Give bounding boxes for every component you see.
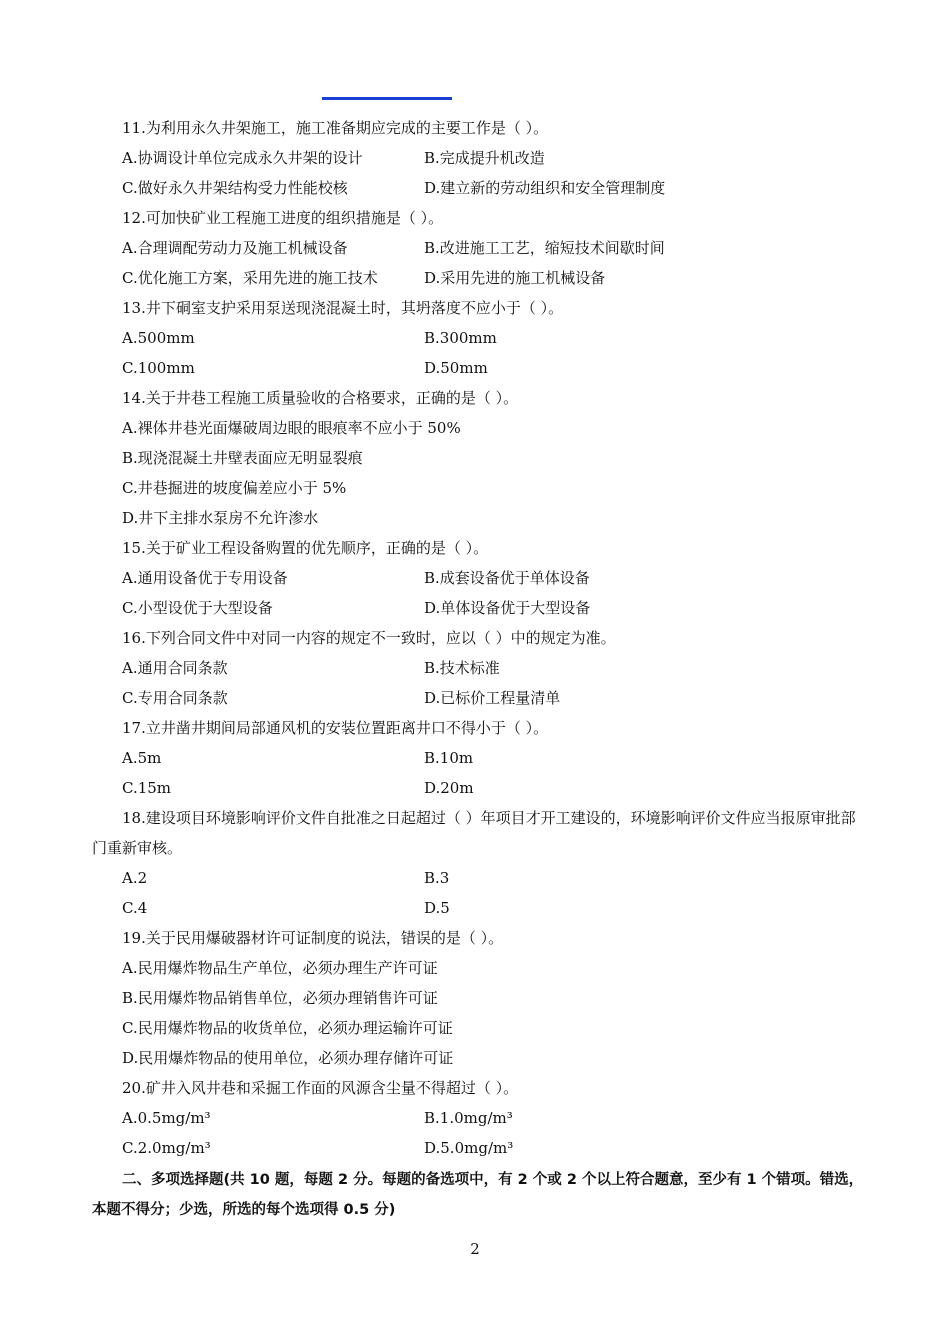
question-block: [92, 533, 867, 623]
option-row: [122, 143, 867, 173]
option-item: C.4: [122, 899, 148, 917]
question-block: [92, 803, 867, 923]
option-row: [122, 1103, 867, 1133]
option-item: B.3: [424, 869, 450, 887]
option-item: B.300mm: [424, 329, 497, 347]
option-item: D.民用爆炸物品的使用单位，必须办理存储许可证: [122, 1049, 454, 1067]
question-stem: 12.可加快矿业工程施工进度的组织措施是（ ）。: [122, 209, 444, 227]
option-item: A.通用设备优于专用设备: [122, 569, 288, 587]
option-item: A.合理调配劳动力及施工机械设备: [122, 239, 348, 257]
option-item: C.小型设优于大型设备: [122, 599, 273, 617]
option-item: A.500mm: [122, 329, 195, 347]
option-group: [92, 143, 867, 203]
option-item: D.5: [424, 899, 450, 917]
header-accent-line: [322, 97, 452, 100]
option-row: [122, 323, 867, 353]
option-item: A.5m: [122, 749, 162, 767]
section-heading: 二、多项选择题(共 10 题，每题 2 分。每题的备选项中，有 2 个或 2 个以上符合题意，至少有 1 个错项。错选，本题不得分；少选，所选的每个选项得 0.5 分): [92, 1172, 864, 1218]
option-item: B.完成提升机改造: [424, 149, 545, 167]
page-number: 2: [470, 1240, 480, 1258]
option-item: D.单体设备优于大型设备: [424, 599, 591, 617]
option-row: [122, 263, 867, 293]
question-block: [92, 293, 867, 383]
option-group: [92, 863, 867, 923]
option-item: D.采用先进的施工机械设备: [424, 269, 606, 287]
question-stem: 13.井下硐室支护采用泵送现浇混凝土时，其坍落度不应小于（ ）。: [122, 299, 564, 317]
option-item: D.5.0mg/m³: [424, 1139, 514, 1157]
option-item: B.技术标准: [424, 659, 500, 677]
option-group: [92, 233, 867, 293]
option-row: [122, 683, 867, 713]
option-row: [122, 773, 867, 803]
option-row: [122, 353, 867, 383]
option-item: B.1.0mg/m³: [424, 1109, 513, 1127]
option-row: [122, 893, 867, 923]
option-item: C.优化施工方案，采用先进的施工技术: [122, 269, 378, 287]
question-stem: 15.关于矿业工程设备购置的优先顺序，正确的是（ ）。: [122, 539, 489, 557]
option-row: [122, 233, 867, 263]
question-block: [92, 383, 867, 533]
question-stem: 17.立井凿井期间局部通风机的安装位置距离井口不得小于（ ）。: [122, 719, 549, 737]
option-item: C.100mm: [122, 359, 195, 377]
option-group: [92, 413, 867, 533]
option-item: A.通用合同条款: [122, 659, 228, 677]
option-item: D.已标价工程量清单: [424, 689, 561, 707]
option-group: [92, 953, 867, 1073]
question-block: [92, 923, 867, 1073]
question-stem: 20.矿井入风井巷和采掘工作面的风源含尘量不得超过（ ）。: [122, 1079, 519, 1097]
option-item: C.专用合同条款: [122, 689, 228, 707]
option-item: B.成套设备优于单体设备: [424, 569, 590, 587]
option-row: [122, 1133, 867, 1163]
question-block: [92, 1073, 867, 1163]
option-item: B.现浇混凝土井壁表面应无明显裂痕: [122, 449, 363, 467]
question-block: [92, 113, 867, 203]
option-item: A.2: [122, 869, 148, 887]
option-row: [122, 653, 867, 683]
option-item: A.民用爆炸物品生产单位，必须办理生产许可证: [122, 959, 438, 977]
option-item: A.裸体井巷光面爆破周边眼的眼痕率不应小于 50%: [122, 419, 461, 437]
option-item: B.改进施工工艺，缩短技术间歇时间: [424, 239, 665, 257]
option-item: C.15m: [122, 779, 172, 797]
question-block: [92, 203, 867, 293]
option-item: C.井巷掘进的坡度偏差应小于 5%: [122, 479, 347, 497]
option-item: C.民用爆炸物品的收货单位，必须办理运输许可证: [122, 1019, 453, 1037]
question-block: [92, 623, 867, 713]
question-stem: 14.关于井巷工程施工质量验收的合格要求，正确的是（ ）。: [122, 389, 519, 407]
option-group: [92, 743, 867, 803]
option-item: D.20m: [424, 779, 474, 797]
option-group: [92, 653, 867, 713]
option-item: A.协调设计单位完成永久井架的设计: [122, 149, 363, 167]
option-item: D.井下主排水泵房不允许渗水: [122, 509, 319, 527]
question-list: [92, 113, 867, 1225]
option-group: [92, 1103, 867, 1163]
option-item: B.民用爆炸物品销售单位，必须办理销售许可证: [122, 989, 438, 1007]
option-row: [122, 173, 867, 203]
option-group: [92, 563, 867, 623]
option-item: B.10m: [424, 749, 474, 767]
option-row: [122, 743, 867, 773]
option-row: [122, 593, 867, 623]
question-stem: 16.下列合同文件中对同一内容的规定不一致时，应以（ ）中的规定为准。: [122, 629, 616, 647]
option-row: [122, 563, 867, 593]
question-stem: 19.关于民用爆破器材许可证制度的说法，错误的是（ ）。: [122, 929, 504, 947]
option-group: [92, 323, 867, 383]
question-block: [92, 713, 867, 803]
question-stem: 18.建设项目环境影响评价文件自批准之日起超过（ ）年项目才开工建设的，环境影响评价文件应当报原审批部门重新审核。: [92, 809, 856, 857]
option-item: C.2.0mg/m³: [122, 1139, 211, 1157]
option-row: [122, 863, 867, 893]
question-stem: 11.为利用永久井架施工，施工准备期应完成的主要工作是（ ）。: [122, 119, 549, 137]
option-item: A.0.5mg/m³: [122, 1109, 211, 1127]
option-item: C.做好永久井架结构受力性能校核: [122, 179, 348, 197]
option-item: D.建立新的劳动组织和安全管理制度: [424, 179, 666, 197]
option-item: D.50mm: [424, 359, 488, 377]
